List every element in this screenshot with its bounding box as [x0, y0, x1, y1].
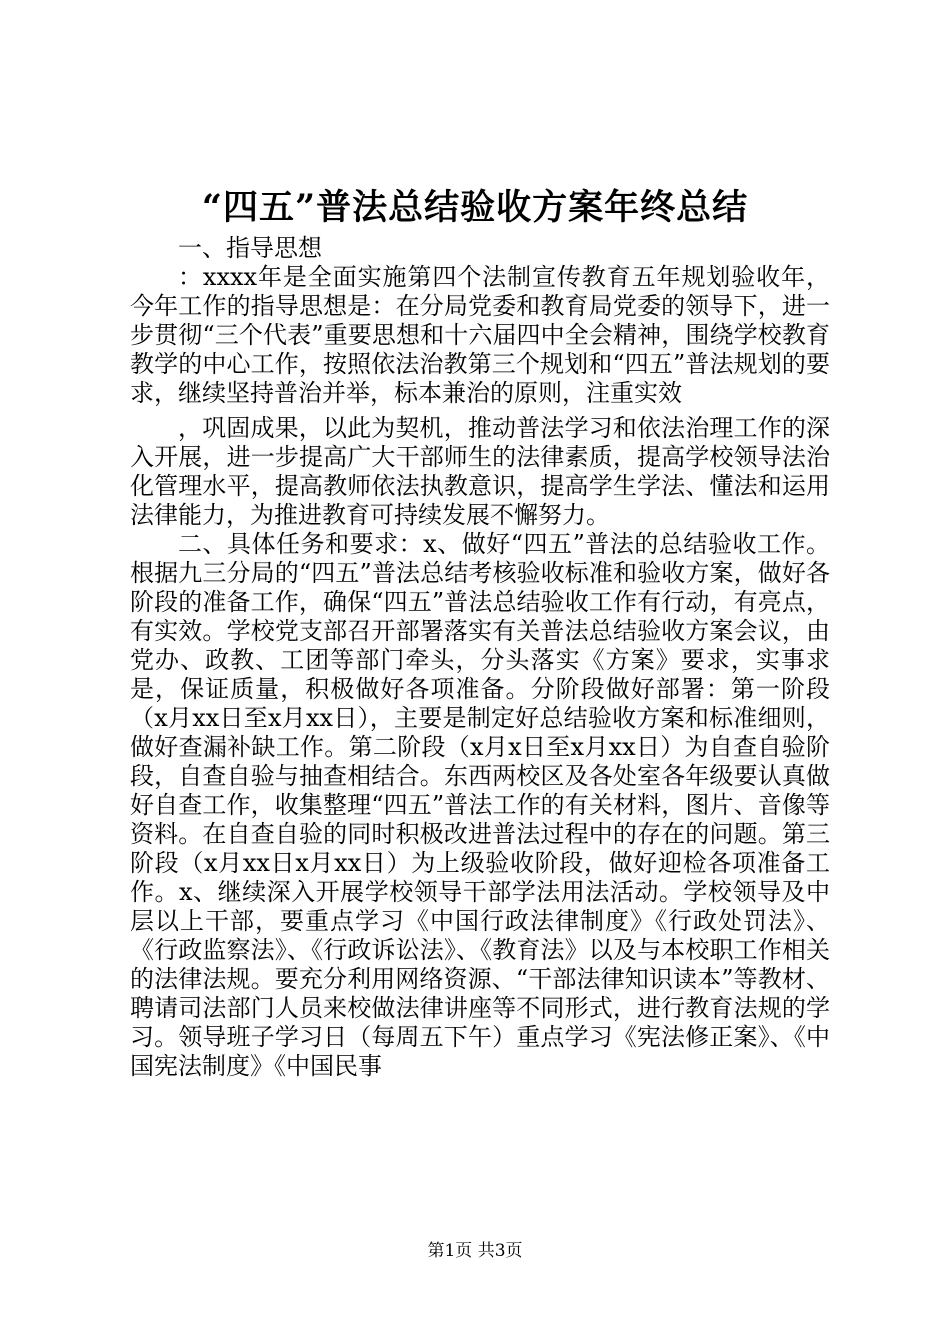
section-heading-guiding-thought: 一、指导思想	[178, 234, 322, 262]
paragraph-consolidate-results: ，巩固成果，以此为契机，推动普法学习和依法治理工作的深入开展，进一步提高广大干部师生的法律素质，提高学校领导法治化管理水平，提高教师依法执教意识，提高学生学法、懂法和运用法律能力，为推进教育可持续发展不懈努力。	[130, 414, 830, 529]
document-title: “四五”普法总结验收方案年终总结	[201, 187, 749, 228]
paragraph-tasks-requirements: 二、具体任务和要求：x、做好“四五”普法的总结验收工作。根据九三分局的“四五”普法总结考核验收标准和验收方案，做好各阶段的准备工作，确保“四五”普法总结验收工作有行动，有亮点，有实效。学校党支部召开部署落实有关普法总结验收方案会议，由党办、政教、工团等部门牵头，分头落实《方案》要求，实事求是，保证质量，积极做好各项准备。分阶段做好部署：第一阶段（x月xx日至x月xx日），主要是制定好总结验收方案和标准细则，做好查漏补缺工作。第二阶段（x月x日至x月xx日）为自查自验阶段，自查自验与抽查相结合。东西两校区及各处室各年级要认真做好自查工作，收集整理“四五”普法工作的有关材料，图片、音像等资料。在自查自验的同时积极改进普法过程中的存在的问题。第三阶段（x月xx日x月xx日）为上级验收阶段，做好迎检各项准备工作。x、继续深入开展学校领导干部学法用法活动。学校领导及中层以上干部，要重点学习《中国行政法律制度》《行政处罚法》、《行政监察法》、《行政诉讼法》、《教育法》以及与本校职工作相关的法律法规。要充分利用网络资源、“干部法律知识读本”等教材、聘请司法部门人员来校做法律讲座等不同形式，进行教育法规的学习。领导班子学习日（每周五下午）重点学习《宪法修正案》、《中国宪法制度》《中国民事	[130, 530, 830, 1080]
page-number-footer: 第1页 共3页	[427, 1241, 523, 1261]
document-body	[130, 234, 830, 1081]
paragraph-guiding-thought: ：xxxx年是全面实施第四个法制宣传教育五年规划验收年，今年工作的指导思想是：在分局党委和教育局党委的领导下，进一步贯彻“三个代表”重要思想和十六届四中全会精神，围绕学校教育教学的中心工作，按照依法治教第三个规划和“四五”普法规划的要求，继续坚持普治并举，标本兼治的原则，注重实效	[130, 263, 830, 407]
